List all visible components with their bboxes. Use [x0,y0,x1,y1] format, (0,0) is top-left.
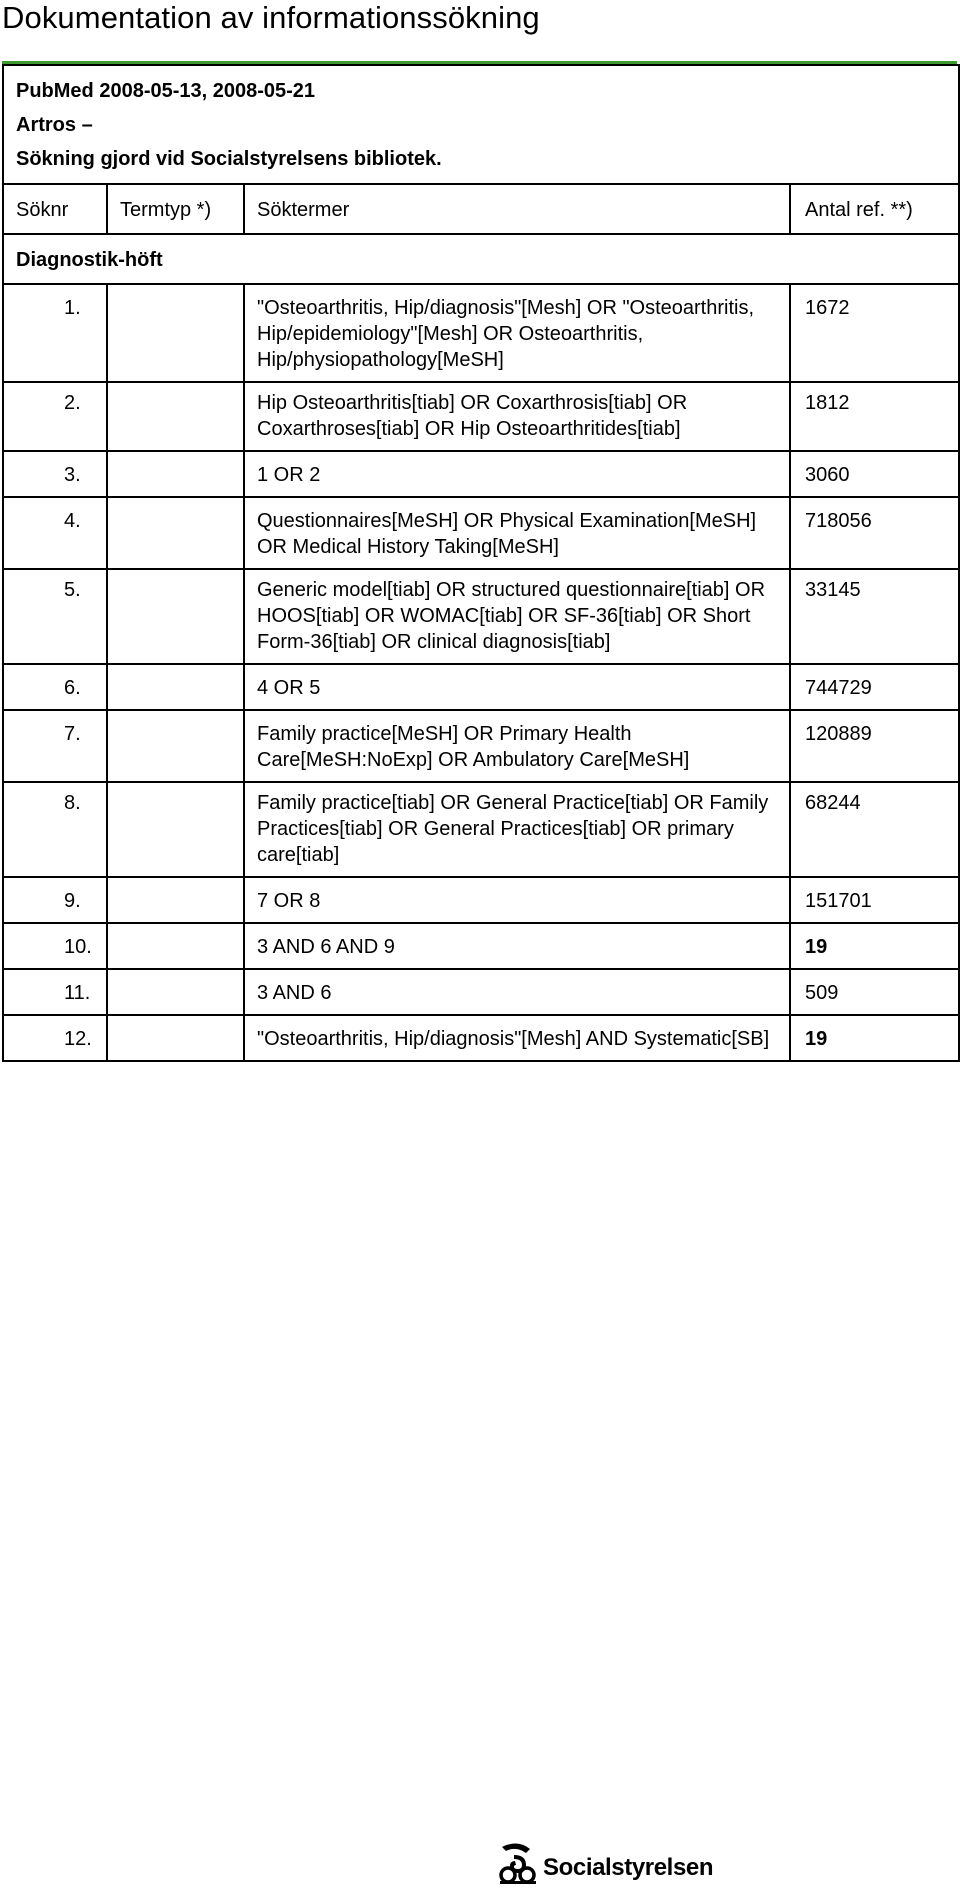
page-title: Dokumentation av informationssökning [2,0,540,35]
row-search-terms: Hip Osteoarthritis[tiab] OR Coxarthrosis[tiab] OR Coxarthroses[tiab] OR Hip Osteoarthritides[tiab] [244,382,790,451]
row-search-terms: "Osteoarthritis, Hip/diagnosis"[Mesh] OR "Osteoarthritis, Hip/epidemiology"[Mesh] OR Osteoarthritis, Hip/physiopathology[MeSH] [244,284,790,382]
row-ref-count: 151701 [790,877,959,923]
table-row [3,569,959,664]
row-number: 12. [3,1015,107,1061]
table-row [3,969,959,1015]
row-number: 7. [3,710,107,782]
search-rows [3,284,959,1061]
row-termtyp [107,451,244,497]
row-number: 10. [3,923,107,969]
row-termtyp [107,923,244,969]
table-row [3,923,959,969]
row-termtyp [107,382,244,451]
row-number: 5. [3,569,107,664]
socialstyrelsen-logo-icon [496,1841,540,1885]
database-date-line: PubMed 2008-05-13, 2008-05-21 [16,80,316,102]
library-line: Sökning gjord vid Socialstyrelsens bibliotek. [16,148,442,170]
row-number: 3. [3,451,107,497]
table-row [3,877,959,923]
search-documentation-table [2,64,960,1062]
table-row [3,710,959,782]
table-row [3,1015,959,1061]
row-ref-count: 718056 [790,497,959,569]
row-termtyp [107,664,244,710]
row-number: 11. [3,969,107,1015]
row-termtyp [107,284,244,382]
search-info-row [3,65,959,184]
table-row [3,451,959,497]
row-search-terms: Generic model[tiab] OR structured questionnaire[tiab] OR HOOS[tiab] OR WOMAC[tiab] OR SF-36[tiab] OR Short Form-36[tiab] OR clinical diagnosis[tiab] [244,569,790,664]
row-ref-count: 1672 [790,284,959,382]
row-ref-count: 3060 [790,451,959,497]
row-ref-count: 19 [790,923,959,969]
row-termtyp [107,497,244,569]
column-header-antal-ref: Antal ref. **) [790,184,959,234]
row-search-terms: 7 OR 8 [244,877,790,923]
row-termtyp [107,782,244,877]
row-search-terms: 4 OR 5 [244,664,790,710]
row-search-terms: 1 OR 2 [244,451,790,497]
section-row [3,234,959,284]
footer-logo [496,1840,713,1886]
column-header-soktermer: Söktermer [244,184,790,234]
section-heading: Diagnostik-höft [3,234,959,284]
row-search-terms: 3 AND 6 [244,969,790,1015]
row-ref-count: 744729 [790,664,959,710]
row-number: 6. [3,664,107,710]
row-termtyp [107,569,244,664]
column-header-row [3,184,959,234]
topic-line: Artros – [16,114,93,136]
table-row [3,782,959,877]
table-row [3,664,959,710]
row-termtyp [107,969,244,1015]
row-search-terms: "Osteoarthritis, Hip/diagnosis"[Mesh] AND Systematic[SB] [244,1015,790,1061]
row-number: 1. [3,284,107,382]
row-number: 2. [3,382,107,451]
row-ref-count: 120889 [790,710,959,782]
row-ref-count: 1812 [790,382,959,451]
logo-text: Socialstyrelsen [543,1854,714,1881]
row-number: 8. [3,782,107,877]
row-ref-count: 33145 [790,569,959,664]
row-number: 9. [3,877,107,923]
row-search-terms: Family practice[MeSH] OR Primary Health Care[MeSH:NoExp] OR Ambulatory Care[MeSH] [244,710,790,782]
row-search-terms: Questionnaires[MeSH] OR Physical Examination[MeSH] OR Medical History Taking[MeSH] [244,497,790,569]
row-ref-count: 19 [790,1015,959,1061]
row-ref-count: 68244 [790,782,959,877]
table-row [3,382,959,451]
row-termtyp [107,877,244,923]
row-termtyp [107,1015,244,1061]
search-info-block [3,65,959,184]
table-row [3,284,959,382]
row-termtyp [107,710,244,782]
column-header-termtyp: Termtyp *) [107,184,244,234]
row-search-terms: Family practice[tiab] OR General Practice[tiab] OR Family Practices[tiab] OR General Practices[tiab] OR primary care[tiab] [244,782,790,877]
row-ref-count: 509 [790,969,959,1015]
column-header-soknr: Söknr [3,184,107,234]
row-search-terms: 3 AND 6 AND 9 [244,923,790,969]
table-row [3,497,959,569]
row-number: 4. [3,497,107,569]
